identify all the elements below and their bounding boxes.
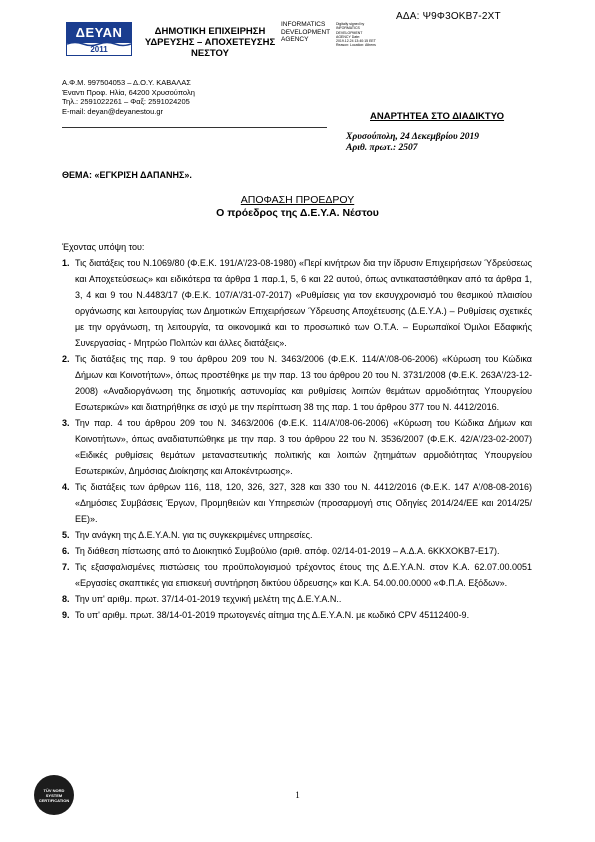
address: Έναντι Προφ. Ηλία, 64200 Χρυσούπολη (62, 87, 195, 97)
item-number: 3. (62, 418, 70, 428)
item-number: 5. (62, 530, 70, 540)
ada-code: ΑΔΑ: Ψ9Φ3ΟΚΒ7-2ΧΤ (396, 11, 501, 22)
list-item (62, 255, 532, 351)
item-number: 7. (62, 562, 70, 572)
org-line-2: ΥΔΡΕΥΣΗΣ – ΑΠΟΧΕΤΕΥΣΗΣ (144, 37, 276, 48)
cert-line-2: SYSTEM CERTIFICATION (38, 793, 70, 803)
item-text: Τις διατάξεις της παρ. 9 του άρθρου 209 του Ν. 3463/2006 (Φ.Ε.Κ. 114/Α'/08-06-2006) «Κύρωση του Κώδικα Δήμων και Κοινοτήτων», όπως προστέθηκε με την παρ. 13 του άρθρου 20 του Ν. 3731/2008 (Φ.Ε.Κ. 263Α'/23-12-2008) «Αναδιοργάνωση της δημοτικής αστυνομίας και ρυθμίσεις λοιπών θεμάτων αρμοδιότητας Υπουργείου Εσωτερικών» και διατηρήθηκε σε ισχύ με την περίπτωση 38 της παρ. 1 του άρθρου 377 του Ν. 4412/2016. (75, 354, 532, 412)
item-number: 6. (62, 546, 70, 556)
logo-text: ΔΕΥΑΝ (67, 23, 131, 43)
tax-id: Α.Φ.Μ. 997504053 – Δ.Ο.Υ. ΚΑΒΑΛΑΣ (62, 78, 191, 87)
list-item (62, 351, 532, 415)
item-number: 4. (62, 482, 70, 492)
organization-name (140, 26, 280, 59)
signature-stamp (281, 21, 330, 44)
decision-title: ΑΠΟΦΑΣΗ ΠΡΟΕΔΡΟΥ (240, 194, 355, 206)
header-divider (62, 127, 327, 128)
date-block (346, 132, 479, 154)
signature-line-3: AGENCY (281, 36, 309, 43)
subject-line: ΘΕΜΑ: «ΕΓΚΡΙΣΗ ΔΑΠΑΝΗΣ». (62, 170, 192, 180)
item-text: Την υπ' αριθμ. πρωτ. 37/14-01-2019 τεχνική μελέτη της Δ.Ε.Υ.Α.Ν.. (75, 594, 342, 604)
decision-subtitle: Ο πρόεδρος της Δ.Ε.Υ.Α. Νέστου (216, 207, 379, 219)
protocol-number: Αριθ. πρωτ.: 2507 (346, 143, 418, 153)
email: E-mail: deyan@deyanestou.gr (62, 106, 164, 116)
document-date: Χρυσούπολη, 24 Δεκεμβρίου 2019 (346, 132, 479, 142)
list-item (62, 607, 532, 623)
org-line-3: ΝΕΣΤΟΥ (191, 48, 229, 59)
decision-heading (0, 194, 595, 219)
contact-block (62, 78, 195, 116)
list-item (62, 415, 532, 479)
signature-line-1: INFORMATICS (281, 21, 326, 28)
intro-text: Έχοντας υπόψη του: (62, 242, 145, 252)
publish-notice: ΑΝΑΡΤΗΤΕΑ ΣΤΟ ΔΙΑΔΙΚΤΥΟ (370, 111, 505, 122)
list-item (62, 543, 532, 559)
organization-logo (66, 22, 132, 56)
signature-details: Digitally signed by INFORMATICS DEVELOPMENT AGENCY Date: 2019.12.24 13:40:15 EET Reason: Location: Athens (336, 22, 376, 48)
item-number: 9. (62, 610, 70, 620)
signature-line-2: DEVELOPMENT (281, 28, 331, 36)
item-text: Τις διατάξεις των άρθρων 116, 118, 120, 326, 327, 328 και 330 του Ν. 4412/2016 (Φ.Ε.Κ. 147 Α'/08-08-2016) «Δημόσιες Συμβάσεις Έργων, Προμηθειών και Υπηρεσιών (προσαρμογή στις Οδηγίες 2014/24/ΕΕ και 2014/25/ΕΕ)». (75, 482, 532, 524)
list-item (62, 591, 532, 607)
item-number: 1. (62, 258, 70, 268)
item-number: 2. (62, 354, 70, 364)
item-text: Τις διατάξεις του Ν.1069/80 (Φ.Ε.Κ. 191/Α'/23-08-1980) «Περί κινήτρων δια την ίδρυσιν Επιχειρήσεων Ύδρεύσεως και Αποχετεύσεως» και ειδικότερα τα άρθρα 1 παρ.1, 5, 6 και 22 αυτού, όπως αντικαταστάθηκαν από τα άρθρα 1, 3, 4 και 9 του Ν.4483/17 (Φ.Ε.Κ. 107/Α'/31-07-2017) «Ρυθμίσεις για τον εκσυγχρονισμό του θεσμικού πλαισίου οργάνωσης και λειτουργίας των Δημοτικών Επιχειρήσεων Ύδρευσης Αποχέτευσης (Δ.Ε.Υ.Α.) – Ρυθμίσεις σχετικές με την οργάνωση, τη λειτουργία, τα οικονομικά και το προσωπικό των Ο.Τ.Α. – Ευρωπαϊκοί Όμιλοι Εδαφικής Συνεργασίας - Μητρώο Πολιτών και άλλες διατάξεις». (75, 258, 532, 348)
cert-line-1: TÜV NORD (43, 788, 65, 793)
item-text: Τη διάθεση πίστωσης από το Διοικητικό Συμβούλιο (αριθ. απόφ. 02/14-01-2019 – Α.Δ.Α. 6ΚΚΧΟΚΒ7-Ε17). (75, 546, 500, 556)
list-item (62, 559, 532, 591)
item-text: Την ανάγκη της Δ.Ε.Υ.Α.Ν. για τις συγκεκριμένες υπηρεσίες. (75, 530, 313, 540)
list-item (62, 527, 532, 543)
item-text: Την παρ. 4 του άρθρου 209 του Ν. 3463/2006 (Φ.Ε.Κ. 114/Α'/08-06-2006) «Κύρωση του Κώδικα Δήμων και Κοινοτήτων», όπως αναδιατυπώθηκε με την παρ. 3 του άρθρου 22 του Ν. 3536/2007 (Φ.Ε.Κ. 42/Α'/23-02-2007) «Ειδικές ρυθμίσεις θεμάτων μεταναστευτικής πολιτικής και λοιπών ζητημάτων αρμοδιότητας Υπουργείου Εσωτερικών, Δημόσιας Διοίκησης και Αποκέντρωσης». (75, 418, 532, 476)
logo-year: 2011 (90, 45, 108, 54)
considerations-list (62, 255, 532, 623)
item-text: Τις εξασφαλισμένες πιστώσεις του προϋπολογισμού τρέχοντος έτους της Δ.Ε.Υ.Α.Ν. στον Κ.Α. 62.07.00.0051 «Εργασίες σκαπτικές για επισκευή συντήρηση δικτύου ύδρευσης» και Κ.Α. 54.00.00.0000 «Φ.Π.Α. Εξόδων». (75, 562, 532, 588)
item-text: Το υπ' αριθμ. πρωτ. 38/14-01-2019 πρωτογενές αίτημα της Δ.Ε.Υ.Α.Ν. με κωδικό CPV 45112400-9. (75, 610, 470, 620)
org-line-1: ΔΗΜΟΤΙΚΗ ΕΠΙΧΕΙΡΗΣΗ (154, 26, 266, 37)
phone-fax: Τηλ.: 2591022261 – Φαξ: 2591024205 (62, 97, 190, 106)
item-number: 8. (62, 594, 70, 604)
list-item (62, 479, 532, 527)
page-number: 1 (295, 790, 300, 800)
